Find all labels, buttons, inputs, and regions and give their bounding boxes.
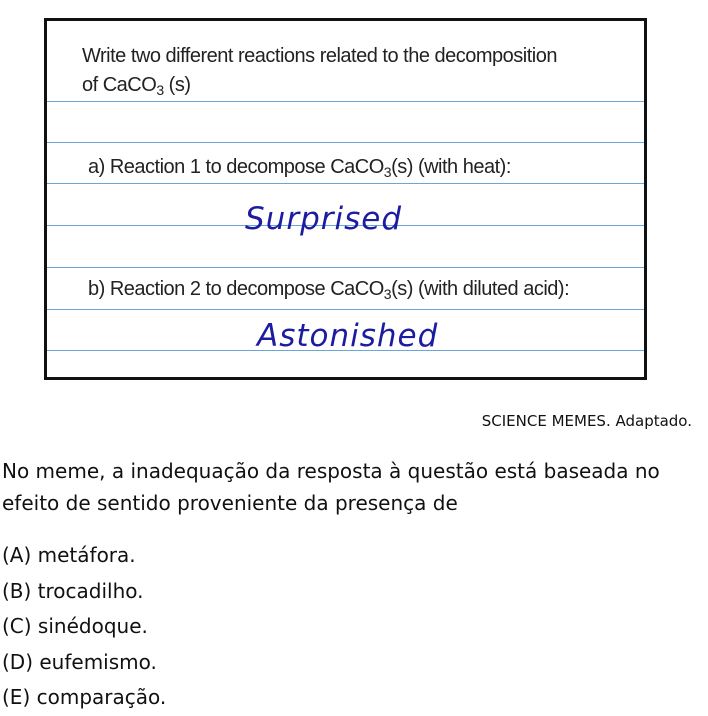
meme-worksheet	[44, 18, 647, 380]
ruled-line	[47, 142, 644, 143]
worksheet-item-a	[88, 156, 511, 180]
question-stem: No meme, a inadequação da resposta à questão está baseada no efeito de sentido proveniente da presença de	[2, 459, 660, 515]
source-citation: SCIENCE MEMES. Adaptado.	[481, 412, 692, 430]
item-b-text: b) Reaction 2 to decompose CaCO	[88, 278, 384, 300]
prompt-subscript: 3	[156, 82, 164, 98]
option-c[interactable]: (C) sinédoque.	[2, 614, 148, 638]
option-b[interactable]: (B) trocadilho.	[2, 578, 144, 603]
item-b-suffix: (s) (with diluted acid):	[391, 278, 570, 300]
ruled-line	[47, 267, 644, 268]
handwritten-answer-b: Astonished	[257, 318, 439, 354]
prompt-state: (s)	[163, 74, 191, 96]
option-e[interactable]: (E) comparação.	[2, 685, 167, 709]
option-a[interactable]: (A) metáfora.	[2, 543, 136, 567]
ruled-line	[47, 183, 644, 184]
worksheet-prompt-line2	[82, 74, 191, 98]
item-a-suffix: (s) (with heat):	[391, 156, 511, 178]
worksheet-prompt-line1: Write two different reactions related to the decomposition	[82, 45, 557, 67]
answer-options	[2, 538, 166, 716]
prompt-formula: of CaCO	[82, 74, 157, 96]
item-a-subscript: 3	[383, 164, 392, 180]
item-a-text: a) Reaction 1 to decompose CaCO	[88, 156, 384, 178]
worksheet-item-b	[88, 278, 569, 302]
item-b-subscript: 3	[383, 286, 392, 302]
ruled-line	[47, 309, 644, 310]
ruled-line	[47, 101, 644, 102]
handwritten-answer-a: Surprised	[245, 201, 403, 237]
option-d[interactable]: (D) eufemismo.	[2, 649, 157, 674]
